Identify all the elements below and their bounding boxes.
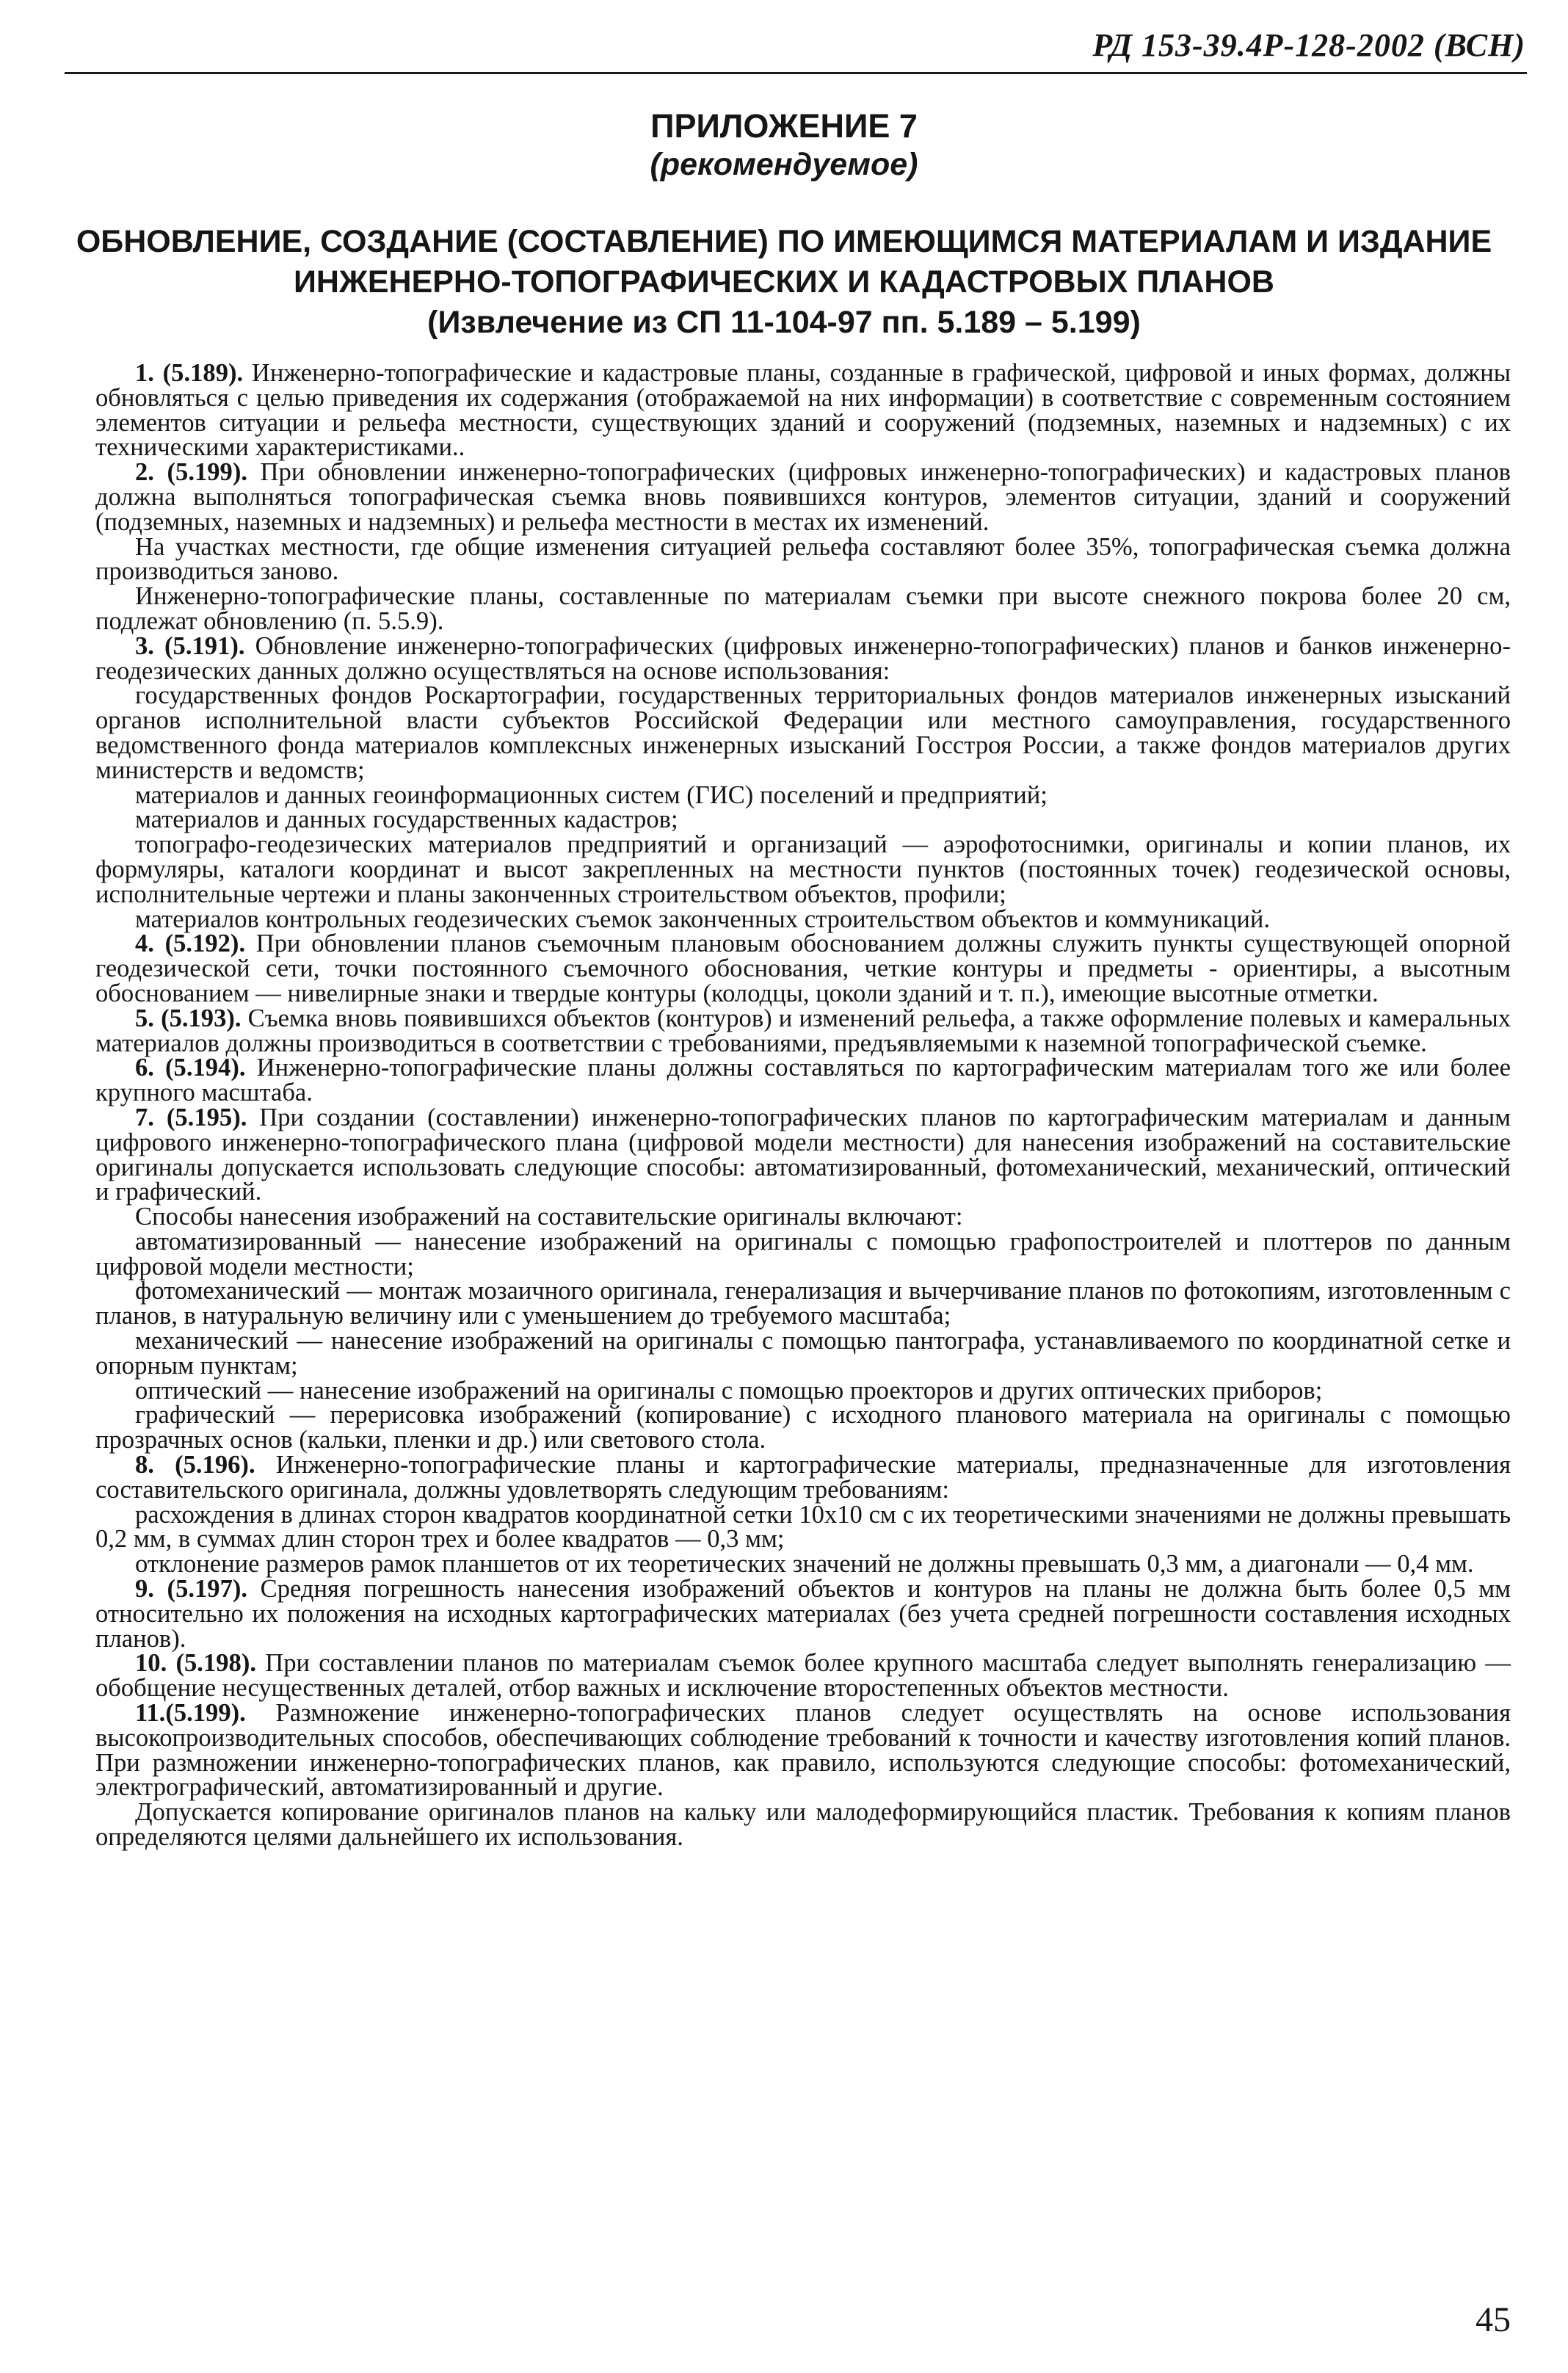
paragraph-text: графический — перерисовка изображений (копирование) с исходного планового материала на оригиналы с помощью прозрачных основ (кальки, пленки и др.) или светового стола. [95,1401,1511,1454]
body-paragraph [95,780,1511,809]
paragraph-text: Инженерно-топографические и кадастровые планы, созданные в графической, цифровой и иных формах, должны обновляться с целью приведения их содержания (отображаемой на них информации) в соответствие с современным состоянием элементов ситуации и рельефа местности, существующих зданий и сооружений (подземных, наземных и надземных) с их техническими характеристиками.. [95,359,1511,462]
body-paragraph [95,830,1511,908]
clause-number: 5. (5.193). [135,1004,242,1032]
paragraph-text: Съемка вновь появившихся объектов (контуров) и изменений рельефа, а также оформление полевых и камеральных материалов должны производиться в соответствии с требованиями, предъявляемыми к наземной топографической съемке. [95,1004,1511,1057]
paragraph-text: оптический — нанесение изображений на оригиналы с помощью проекторов и других оптических приборов; [135,1376,1323,1405]
body-paragraph [95,1552,1511,1577]
clause-number: 11.(5.199). [135,1699,246,1728]
paragraph-text: государственных фондов Роскартографии, государственных территориальных фондов материалов инженерных изысканий органов исполнительной власти субъектов Российской Федерации или местного самоуправления, государственного ведомственного фонда материалов комплексных инженерных изысканий Госстроя России, а также фондов материалов других министерств и ведомств; [95,681,1511,784]
clause-number: 10. (5.198). [135,1649,256,1678]
body-paragraph [95,907,1511,932]
paragraph-text: При обновлении инженерно-топографических (цифровых инженерно-топографических) и кадастровых планов должна выполняться топографическая съемка вновь появившихся контуров, элементов ситуации, зданий и сооружений (подземных, наземных и надземных) и рельефа местности в местах их изменений. [95,458,1511,536]
body-paragraph [95,1004,1511,1057]
paragraph-text: Допускается копирование оригиналов планов на кальку или малодеформирующийся пластик. Требования к копиям планов определяются целями дальнейшего их использования. [95,1798,1511,1852]
body-paragraph [95,361,1511,460]
body-paragraph [95,1103,1511,1206]
paragraph-text: Обновление инженерно-топографических (цифровых инженерно-топографических) планов и банков инженерно-геодезических данных должно осуществляться на основе использования: [95,631,1511,685]
paragraph-text: Средняя погрешность нанесения изображений объектов и контуров на планы не должна быть более 0,5 мм относительно их положения на исходных картографических материалах (без учета средней погрешности составления исходных планов). [95,1575,1511,1653]
body-paragraph [95,681,1511,784]
appendix-title: ПРИЛОЖЕНИЕ 7 [650,107,918,145]
header-divider [65,72,1527,74]
heading-line-3: (Извлечение из СП 11-104-97 пп. 5.189 – 5.199) [427,305,1141,340]
heading-line-1: ОБНОВЛЕНИЕ, СОЗДАНИЕ (СОСТАВЛЕНИЕ) ПО ИМЕЮЩИМСЯ МАТЕРИАЛАМ И ИЗДАНИЕ [76,224,1492,259]
body-paragraph [95,460,1511,535]
body-paragraph [95,1205,1511,1230]
paragraph-text: Инженерно-топографические планы должны составляться по картографическим материалам того же или более крупного масштаба. [95,1054,1511,1107]
paragraph-text: При создании (составлении) инженерно-топографических планов по картографическим материалам и данным цифрового инженерно-топографического плана (цифровой модели местности) для нанесения изображений на составительские оригиналы допускается использовать следующие способы: автоматизированный, фотомеханический, механический, оптический и графический. [95,1103,1511,1206]
body-paragraph [95,932,1511,1006]
body-paragraph [95,1329,1511,1379]
paragraph-text: Способы нанесения изображений на составительские оригиналы включают: [135,1203,963,1231]
heading-line-2: ИНЖЕНЕРНО-ТОПОГРАФИЧЕСКИХ И КАДАСТРОВЫХ ПЛАНОВ [294,264,1274,300]
body-paragraph [95,1651,1511,1701]
body-paragraph [95,1701,1511,1800]
document-code-header: РД 153-39.4Р-128-2002 (ВСН) [1092,27,1525,63]
document-body [95,361,1511,1850]
clause-number: 2. (5.199). [135,458,247,487]
paragraph-text: фотомеханический — монтаж мозаичного оригинала, генерализация и вычерчивание планов по фотокопиям, изготовленным с планов, в натуральную величину или с уменьшением до требуемого масштаба; [95,1277,1511,1330]
body-paragraph [95,1279,1511,1329]
appendix-subtitle: (рекомендуемое) [650,147,918,182]
paragraph-text: При составлении планов по материалам съемок более крупного масштаба следует выполнять генерализацию — обобщение несущественных деталей, отбор важных и исключение второстепенных объектов местности. [95,1649,1511,1703]
paragraph-text: При обновлении планов съемочным плановым обоснованием должны служить пункты существующей опорной геодезической сети, точки постоянного съемочного обоснования, четкие контуры и предметы - ориентиры, а высотным обоснованием — нивелирные знаки и твердые контуры (колодцы, цоколи зданий и т. п.), имеющие высотные отметки. [95,930,1511,1007]
page-number: 45 [1476,2300,1511,2339]
paragraph-text: отклонение размеров рамок планшетов от их теоретических значений не должны превышать 0,3 мм, а диагонали — 0,4 мм. [135,1550,1474,1579]
paragraph-text: материалов и данных государственных кадастров; [135,805,678,834]
body-paragraph [95,1376,1511,1405]
paragraph-text: расхождения в длинах сторон квадратов координатной сетки 10х10 см с их теоретическими значениями не должны превышать 0,2 мм, в суммах длин сторон трех и более квадратов — 0,3 мм; [95,1500,1511,1554]
paragraph-text: На участках местности, где общие изменения ситуацией рельефа составляют более 35%, топографическая съемка должна производиться заново. [95,532,1511,586]
clause-number: 3. (5.191). [135,631,245,660]
body-paragraph [95,1577,1511,1651]
paragraph-text: материалов и данных геоинформационных систем (ГИС) поселений и предприятий; [135,780,1048,809]
clause-number: 9. (5.197). [135,1575,248,1604]
body-paragraph [95,532,1511,586]
paragraph-text: материалов контрольных геодезических съемок законченных строительством объектов и коммуникаций. [135,905,1271,933]
paragraph-text: Инженерно-топографические планы, составленные по материалам съемки при высоте снежного покрова более 20 см, подлежат обновлению (п. 5.5.9). [95,582,1511,635]
body-paragraph [95,1403,1511,1453]
body-paragraph [95,1453,1511,1503]
body-paragraph [95,1227,1511,1280]
paragraph-text: Размножение инженерно-топографических планов следует осуществлять на основе использования высокопроизводительных способов, обеспечивающих соблюдение требований к точности и качеству изготовления копий планов. При размножении инженерно-топографических планов, как правило, используются следующие способы: фотомеханический, электрографический, автоматизированный и другие. [95,1699,1511,1802]
paragraph-text: механический — нанесение изображений на оригиналы с помощью пантографа, устанавливаемого по координатной сетке и опорным пунктам; [95,1327,1511,1380]
clause-number: 6. (5.194). [135,1054,246,1082]
paragraph-text: Инженерно-топографические планы и картографические материалы, предназначенные для изготовления составительского оригинала, должны удовлетворять следующим требованиям: [95,1451,1511,1504]
clause-number: 1. (5.189). [135,359,244,387]
body-paragraph [95,1500,1511,1554]
body-paragraph [95,805,1511,834]
body-paragraph [95,584,1511,634]
body-paragraph [95,1800,1511,1850]
paragraph-text: автоматизированный — нанесение изображений на оригиналы с помощью графопостроителей и плоттеров по данным цифровой модели местности; [95,1227,1511,1280]
section-heading [0,222,1568,343]
clause-number: 8. (5.196). [135,1451,255,1479]
clause-number: 4. (5.192). [135,930,246,958]
body-paragraph [95,631,1511,685]
body-paragraph [95,1056,1511,1106]
paragraph-text: топографо-геодезических материалов предприятий и организаций — аэрофотоснимки, оригиналы и копии планов, их формуляры, каталоги координат и высот закрепленных на местности пунктов (постоянных точек) геодезической основы, исполнительные чертежи и планы законченных строительством объектов, профили; [95,830,1511,908]
clause-number: 7. (5.195). [135,1103,247,1131]
